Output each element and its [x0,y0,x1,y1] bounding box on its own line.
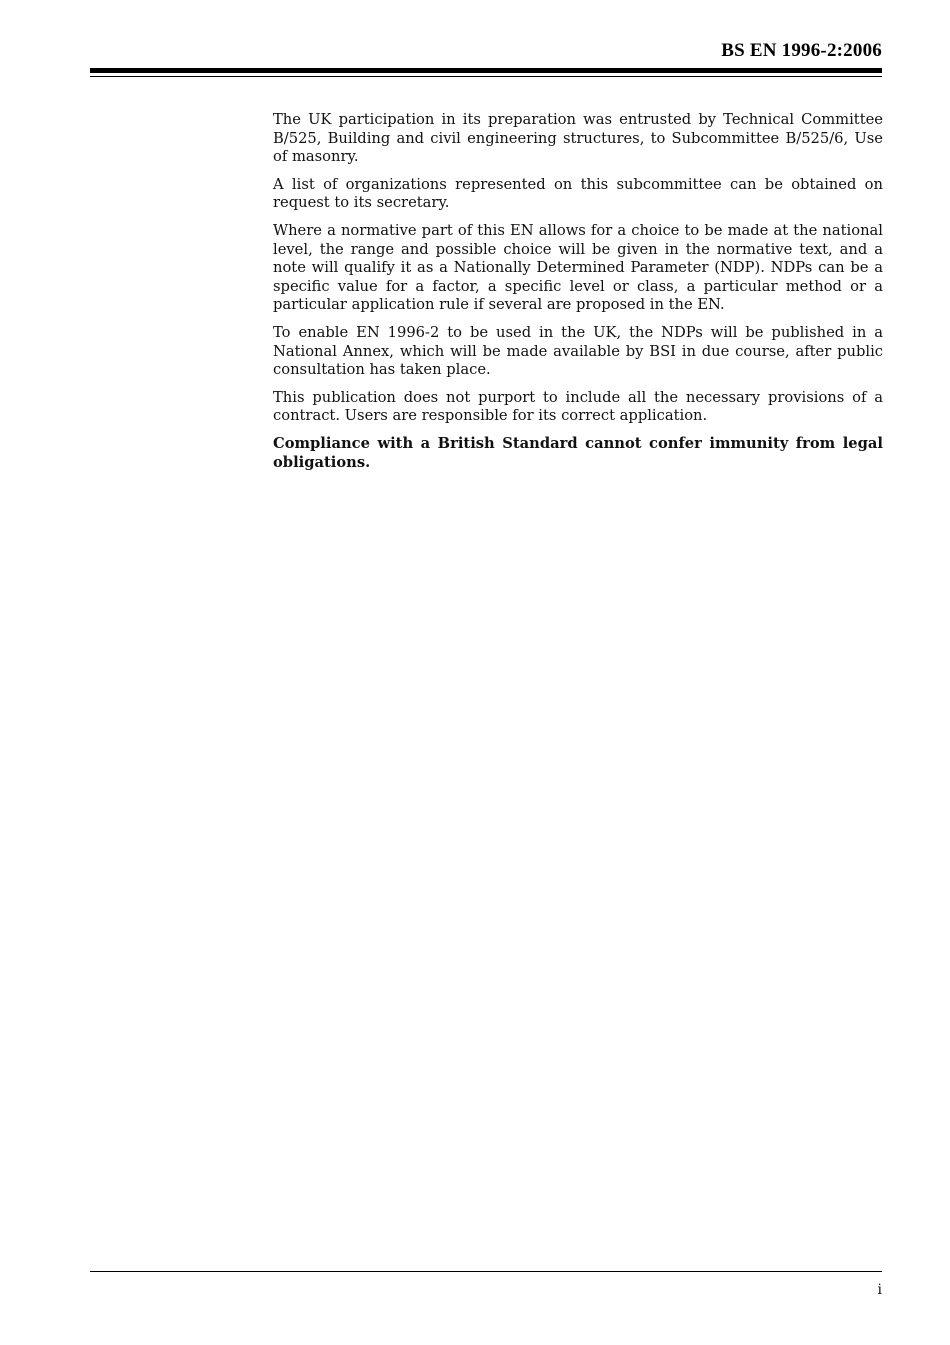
body-text [273,111,883,481]
paragraph-contract-provisions: This publication does not purport to include all the necessary provisions of a contract. Users are responsible for its correct application. [273,388,883,425]
paragraph-normative-ndp: Where a normative part of this EN allows for a choice to be made at the national level, the range and possible choice will be given in the normative text, and a note will qualify it as a Nationally Determined Parameter (NDP). NDPs can be a specific value for a factor, a specific level or class, a particular method or a particular application rule if several are proposed in the EN. [273,221,883,314]
paragraph-organizations-list: A list of organizations represented on this subcommittee can be obtained on request to its secretary. [273,175,883,212]
paragraph-national-annex: To enable EN 1996-2 to be used in the UK, the NDPs will be published in a National Annex, which will be made available by BSI in due course, after public consultation has taken place. [273,323,883,379]
header-rule-thin [90,76,882,77]
document-standard-id: BS EN 1996-2:2006 [721,40,882,61]
page-number: i [877,1282,882,1298]
header-rule-thick [90,68,882,73]
footer-rule [90,1271,882,1272]
paragraph-uk-participation: The UK participation in its preparation was entrusted by Technical Committee B/525, Building and civil engineering structures, to Subcommittee B/525/6, Use of masonry. [273,111,883,166]
paragraph-compliance-notice: Compliance with a British Standard cannot confer immunity from legal obligations. [273,434,883,471]
